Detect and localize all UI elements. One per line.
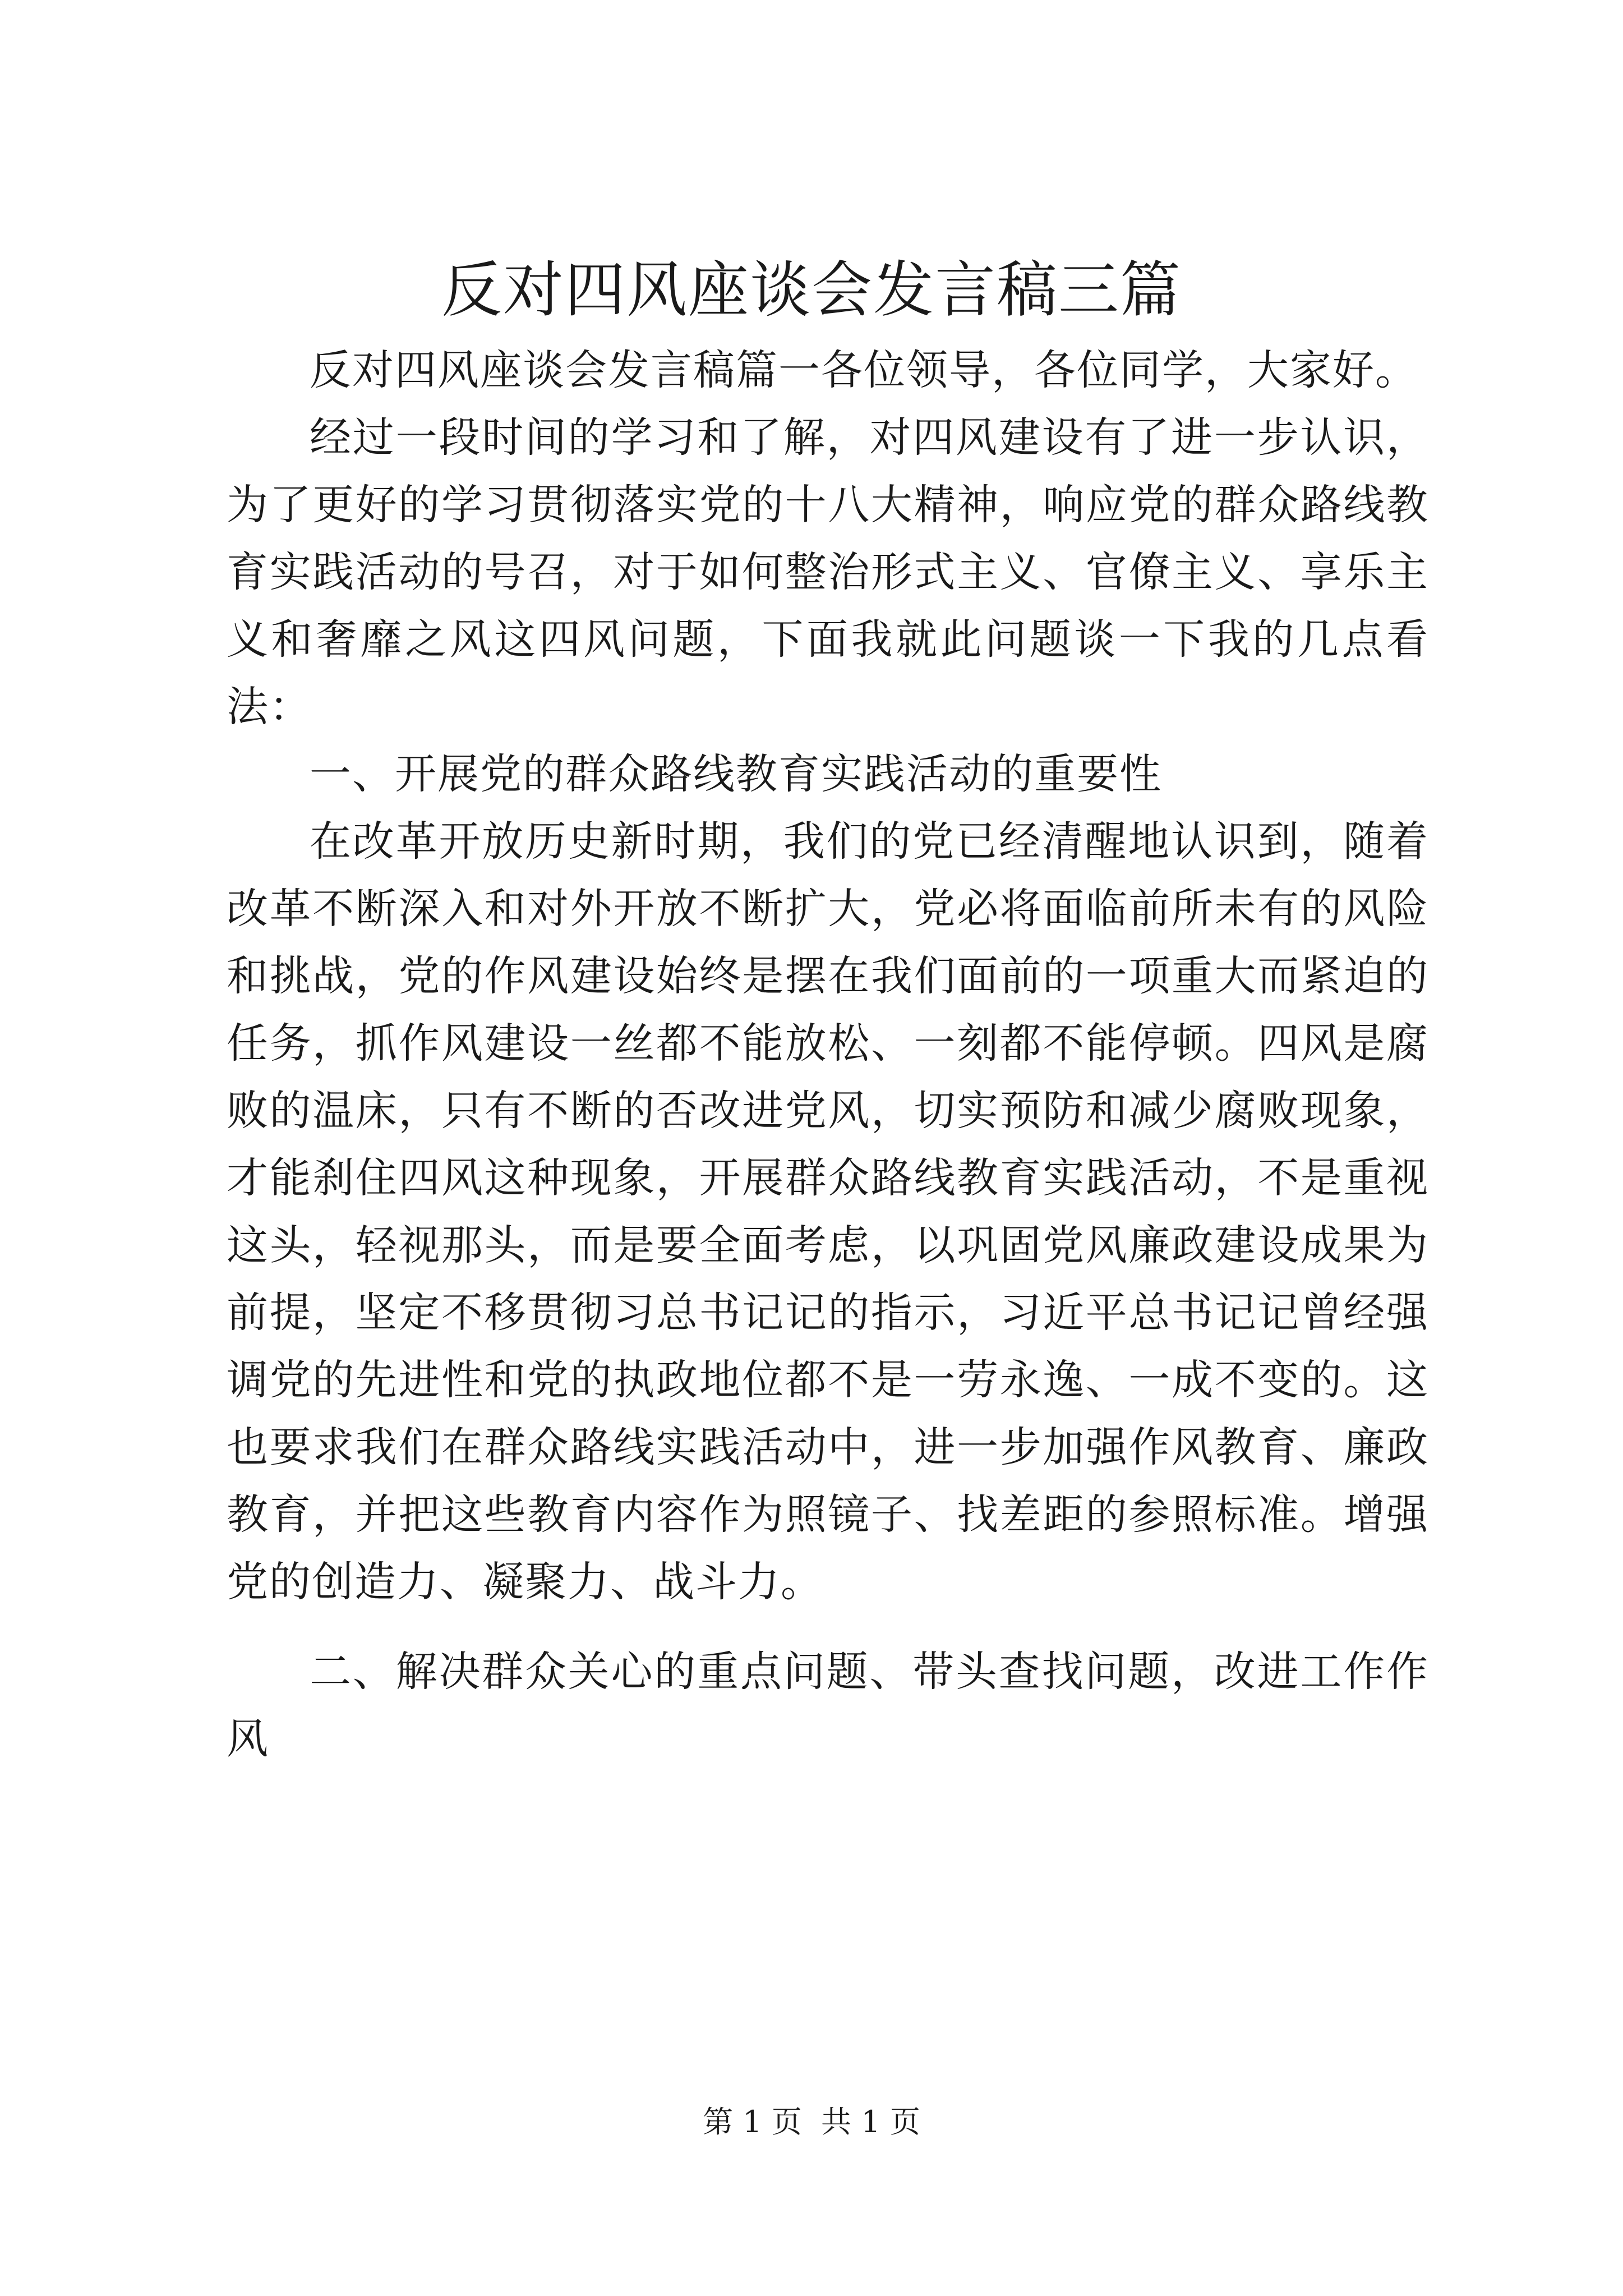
paragraph-section-1: 在改革开放历史新时期，我们的党已经清醒地认识到，随着改革不断深入和对外开放不断扩大，党必将面临前所未有的风险和挑战，党的作风建设始终是摆在我们面前的一项重大而紧迫的任务，抓作风建设一丝都不能放松、一刻都不能停顿。四风是腐败的温床，只有不断的否改进党风，切实预防和减少腐败现象，才能刹住四风这种现象，开展群众路线教育实践活动，不是重视这头，轻视那头，而是要全面考虑，以巩固党风廉政建设成果为前提，坚定不移贯彻习总书记记的指示，习近平总书记记曾经强调党的先进性和党的执政地位都不是一劳永逸、一成不变的。这也要求我们在群众路线实践活动中，进一步加强作风教育、廉政教育，并把这些教育内容作为照镜子、找差距的参照标准。增强党的创造力、凝聚力、战斗力。: [227, 817, 1429, 1606]
section-heading-2: 二、解决群众关心的重点问题、带头查找问题，改进工作作风: [227, 1648, 1429, 1763]
paragraph-intro: 经过一段时间的学习和了解，对四风建设有了进一步认识，为了更好的学习贯彻落实党的十八大精神，响应党的群众路线教育实践活动的号召，对于如何整治形式主义、官僚主义、享乐主义和奢靡之风这四风问题，下面我就此问题谈一下我的几点看法：: [227, 413, 1429, 731]
paragraph-greeting: 反对四风座谈会发言稿篇一各位领导，各位同学，大家好。: [310, 346, 1418, 394]
page-footer: [0, 2102, 1623, 2142]
page-number: 第 1 页 共 1 页: [703, 2104, 920, 2139]
document-body: [227, 337, 1429, 1773]
section-heading-1: 一、开展党的群众路线教育实践活动的重要性: [310, 750, 1162, 798]
document-title: 反对四风座谈会发言稿三篇: [441, 255, 1182, 325]
